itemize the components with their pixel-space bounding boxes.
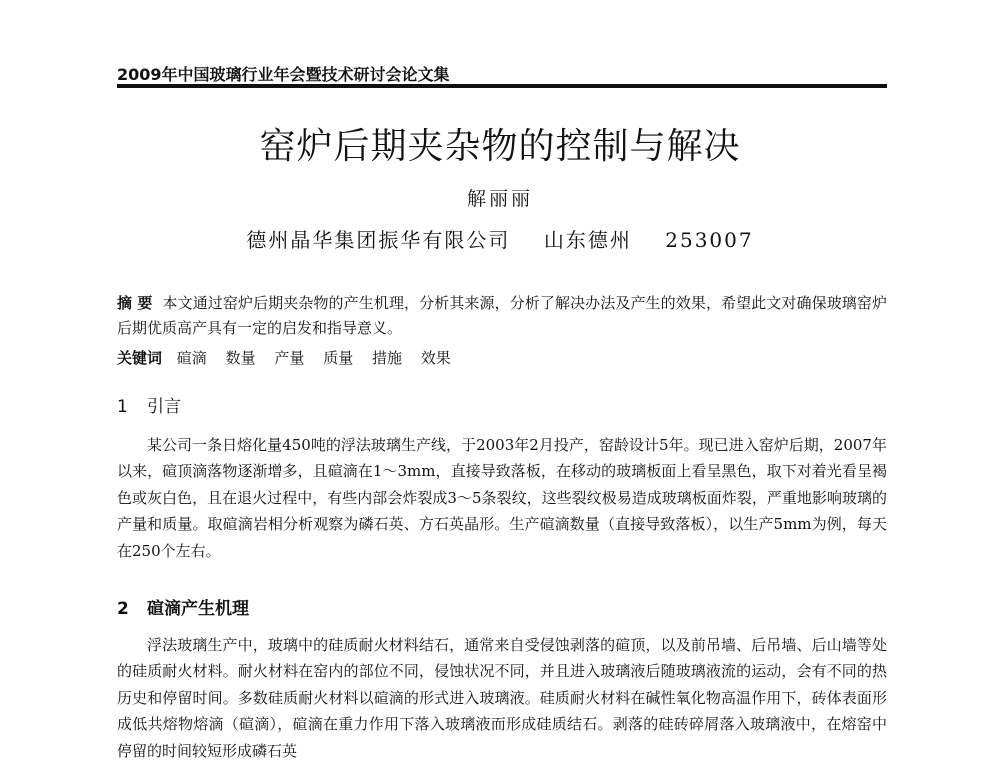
abstract-label: 摘 要 (117, 294, 153, 312)
section-number: 2 (117, 599, 129, 619)
keyword: 数量 (225, 349, 256, 367)
keyword: 产量 (274, 349, 305, 367)
section-heading-mechanism (117, 594, 249, 619)
keyword: 碹滴 (176, 349, 207, 367)
section-title: 引言 (147, 397, 181, 417)
keyword: 效果 (420, 349, 451, 367)
section-paragraph: 某公司一条日熔化量450吨的浮法玻璃生产线，于2003年2月投产，窑龄设计5年。现已进入窑炉后期，2007年以来，碹顶滴落物逐渐增多，且碹滴在1～3mm，直接导致落板，在移动的玻璃板面上看呈黑色，取下对着光看呈褐色或灰白色，且在退火过程中，有些内部会炸裂成3～5条裂纹，这些裂纹极易造成玻璃板面炸裂，严重地影响玻璃的产量和质量。取碹滴岩相分析观察为磷石英、方石英晶形。生产碹滴数量（直接导致落板），以生产5mm为例，每天在250个左右。 (117, 436, 887, 560)
abstract-text: 本文通过窑炉后期夹杂物的产生机理，分析其来源，分析了解决办法及产生的效果，希望此文对确保玻璃窑炉后期优质高产具有一定的启发和指导意义。 (117, 294, 887, 337)
section-heading-intro (117, 392, 181, 417)
section-title: 碹滴产生机理 (147, 599, 249, 619)
keyword: 质量 (323, 349, 354, 367)
paper-title: 窑炉后期夹杂物的控制与解决 (259, 126, 741, 167)
author-name: 解丽丽 (466, 188, 533, 210)
keyword: 措施 (371, 349, 402, 367)
header-rule (117, 84, 887, 88)
section-paragraph: 浮法玻璃生产中，玻璃中的硅质耐火材料结石，通常来自受侵蚀剥落的碹顶，以及前吊墙、后吊墙、后山墙等处的硅质耐火材料。耐火材料在窑内的部位不同，侵蚀状况不同，并且进入玻璃液后随玻璃液流的运动，会有不同的热历史和停留时间。多数硅质耐火材料以碹滴的形式进入玻璃液。硅质耐火材料在碱性氧化物高温作用下，砖体表面形成低共熔物熔滴（碹滴），碹滴在重力作用下落入玻璃液而形成硅质结石。剥落的硅砖碎屑落入玻璃液中，在熔窑中停留的时间较短形成磷石英 (117, 636, 887, 760)
author-affiliation: 德州晶华集团振华有限公司 山东德州 253007 (246, 228, 754, 252)
section-number: 1 (117, 397, 128, 417)
keywords (117, 346, 887, 371)
running-header: 2009年中国玻璃行业年会暨技术研讨会论文集 (117, 65, 450, 84)
abstract (117, 291, 887, 341)
keywords-label: 关键词 (117, 349, 163, 367)
